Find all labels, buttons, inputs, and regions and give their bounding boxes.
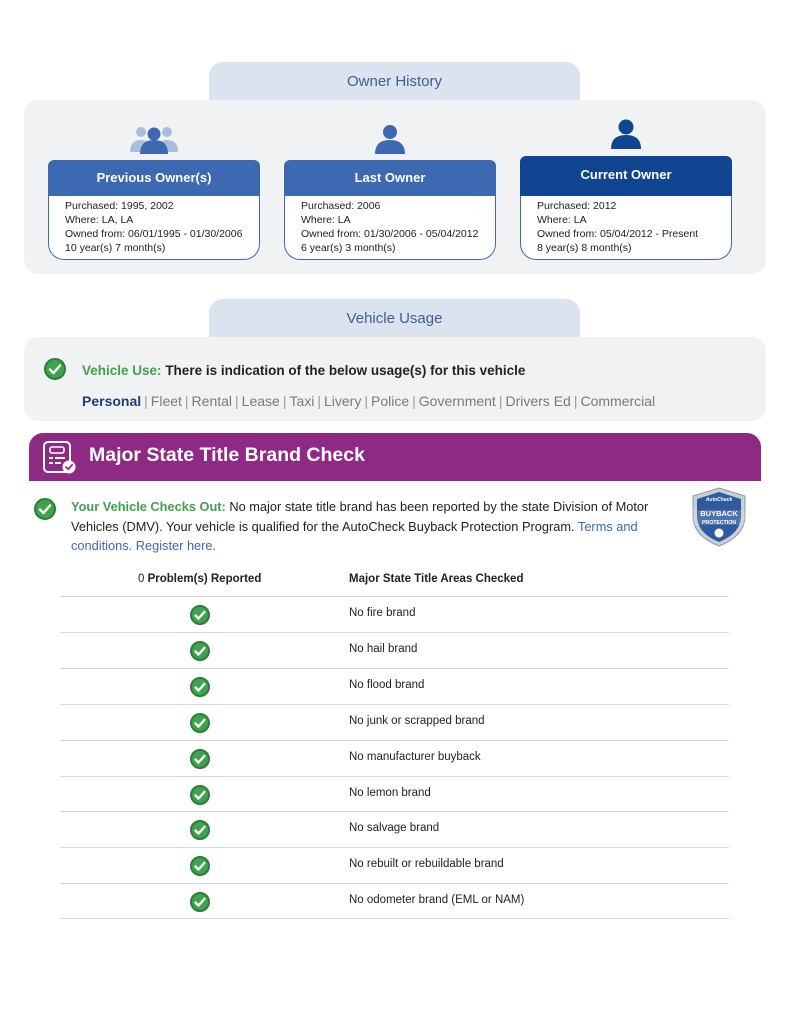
- check-icon: [190, 713, 210, 733]
- owner-owned-from: Owned from: 05/04/2012 - Present: [537, 228, 699, 240]
- usage-separator: |: [317, 393, 321, 409]
- check-icon: [190, 605, 210, 625]
- table-divider: [60, 918, 729, 919]
- check-icon: [190, 856, 210, 876]
- owner-history-tab: Owner History: [209, 62, 580, 100]
- owner-details: [520, 196, 732, 260]
- badge-line2: PROTECTION: [701, 520, 737, 526]
- owner-purchased: Purchased: 2012: [537, 200, 617, 212]
- owner-duration: 6 year(s) 3 month(s): [301, 242, 396, 254]
- usage-type-rental: Rental: [191, 393, 233, 409]
- terms-link[interactable]: Terms and conditions. Register here.: [71, 518, 638, 553]
- column-header-areas: Major State Title Areas Checked: [349, 573, 524, 585]
- table-row: [60, 811, 729, 847]
- title-brand-heading: Major State Title Brand Check: [89, 444, 365, 466]
- table-row: [60, 847, 729, 883]
- vehicle-usage-tab: Vehicle Usage: [209, 299, 580, 337]
- title-brand-summary: [71, 497, 649, 556]
- table-row: [60, 883, 729, 919]
- badge-brand: AutoCheck: [705, 497, 733, 503]
- owner-owned-from: Owned from: 01/30/2006 - 05/04/2012: [301, 228, 479, 240]
- table-row: [60, 740, 729, 776]
- check-icon: [190, 785, 210, 805]
- owner-where: Where: LA: [301, 214, 351, 226]
- owner-details: [284, 196, 496, 260]
- column-header-problems: [138, 573, 261, 585]
- brand-check-label: No salvage brand: [349, 822, 440, 835]
- user-icon: [284, 120, 496, 160]
- usage-separator: |: [144, 393, 148, 409]
- owner-purchased: Purchased: 1995, 2002: [65, 200, 174, 212]
- title-document-icon: [41, 439, 77, 480]
- usage-type-personal: Personal: [82, 393, 142, 409]
- usage-type-lease: Lease: [241, 393, 280, 409]
- usage-separator: |: [573, 393, 578, 409]
- owner-duration: 10 year(s) 7 month(s): [65, 242, 166, 254]
- owner-heading: Last Owner: [284, 160, 496, 196]
- brand-check-label: No fire brand: [349, 607, 416, 619]
- usage-separator: |: [282, 393, 287, 409]
- usage-separator: |: [184, 393, 189, 409]
- brand-check-label: No odometer brand (EML or NAM): [349, 894, 525, 907]
- usage-type-government: Government: [418, 393, 496, 409]
- problems-count: 0: [138, 573, 145, 585]
- table-row: [60, 596, 729, 632]
- table-row: [60, 668, 729, 704]
- vehicle-use-message: [82, 363, 525, 378]
- check-icon: [34, 498, 56, 520]
- brand-check-label: No rebuilt or rebuildable brand: [349, 858, 504, 871]
- usage-type-taxi: Taxi: [289, 393, 315, 409]
- brand-check-label: No lemon brand: [349, 786, 431, 799]
- check-icon: [190, 892, 210, 912]
- summary-label: Your Vehicle Checks Out:: [71, 499, 226, 514]
- brand-check-label: No hail brand: [349, 642, 418, 655]
- summary-text: No major state title brand has been reported by the state Division of Motor Vehicles (DMV). Your vehicle is qualified for the AutoCheck Buyback Protection Program.: [71, 499, 649, 534]
- owner-owned-from: Owned from: 06/01/1995 - 01/30/2006: [65, 228, 243, 240]
- usage-type-police: Police: [371, 393, 410, 409]
- owner-where: Where: LA, LA: [65, 214, 134, 226]
- brand-check-label: No flood brand: [349, 678, 425, 691]
- check-icon: [190, 677, 210, 697]
- table-row: [60, 776, 729, 812]
- usage-type-livery: Livery: [324, 393, 362, 409]
- usage-separator: |: [235, 393, 239, 409]
- check-icon: [190, 641, 210, 661]
- usage-type-drivers-ed: Drivers Ed: [505, 393, 571, 409]
- title-brand-banner: [29, 433, 761, 481]
- usage-separator: |: [412, 393, 416, 409]
- user-icon: [520, 116, 732, 156]
- owner-heading: Previous Owner(s): [48, 160, 260, 196]
- problems-label: Problem(s) Reported: [147, 573, 262, 585]
- usage-type-list: [82, 393, 655, 409]
- check-icon: [190, 749, 210, 769]
- table-row: [60, 632, 729, 668]
- buyback-protection-badge-icon: [688, 486, 750, 553]
- usage-type-fleet: Fleet: [150, 393, 182, 409]
- table-row: [60, 704, 729, 740]
- owner-duration: 8 year(s) 8 month(s): [537, 242, 632, 254]
- usage-separator: |: [498, 393, 503, 409]
- vehicle-use-text: There is indication of the below usage(s) for this vehicle: [165, 363, 526, 378]
- badge-line1: BUYBACK: [700, 509, 738, 518]
- brand-check-label: No manufacturer buyback: [349, 750, 481, 763]
- usage-separator: |: [364, 393, 368, 409]
- owner-heading: Current Owner: [520, 156, 732, 196]
- owner-details: [48, 196, 260, 260]
- check-icon: [44, 358, 66, 380]
- owner-where: Where: LA: [537, 214, 587, 226]
- brand-check-label: No junk or scrapped brand: [349, 714, 485, 727]
- group-users-icon: [48, 120, 260, 160]
- vehicle-use-label: Vehicle Use:: [82, 363, 162, 378]
- check-icon: [190, 820, 210, 840]
- usage-type-commercial: Commercial: [580, 393, 656, 409]
- owner-purchased: Purchased: 2006: [301, 200, 381, 212]
